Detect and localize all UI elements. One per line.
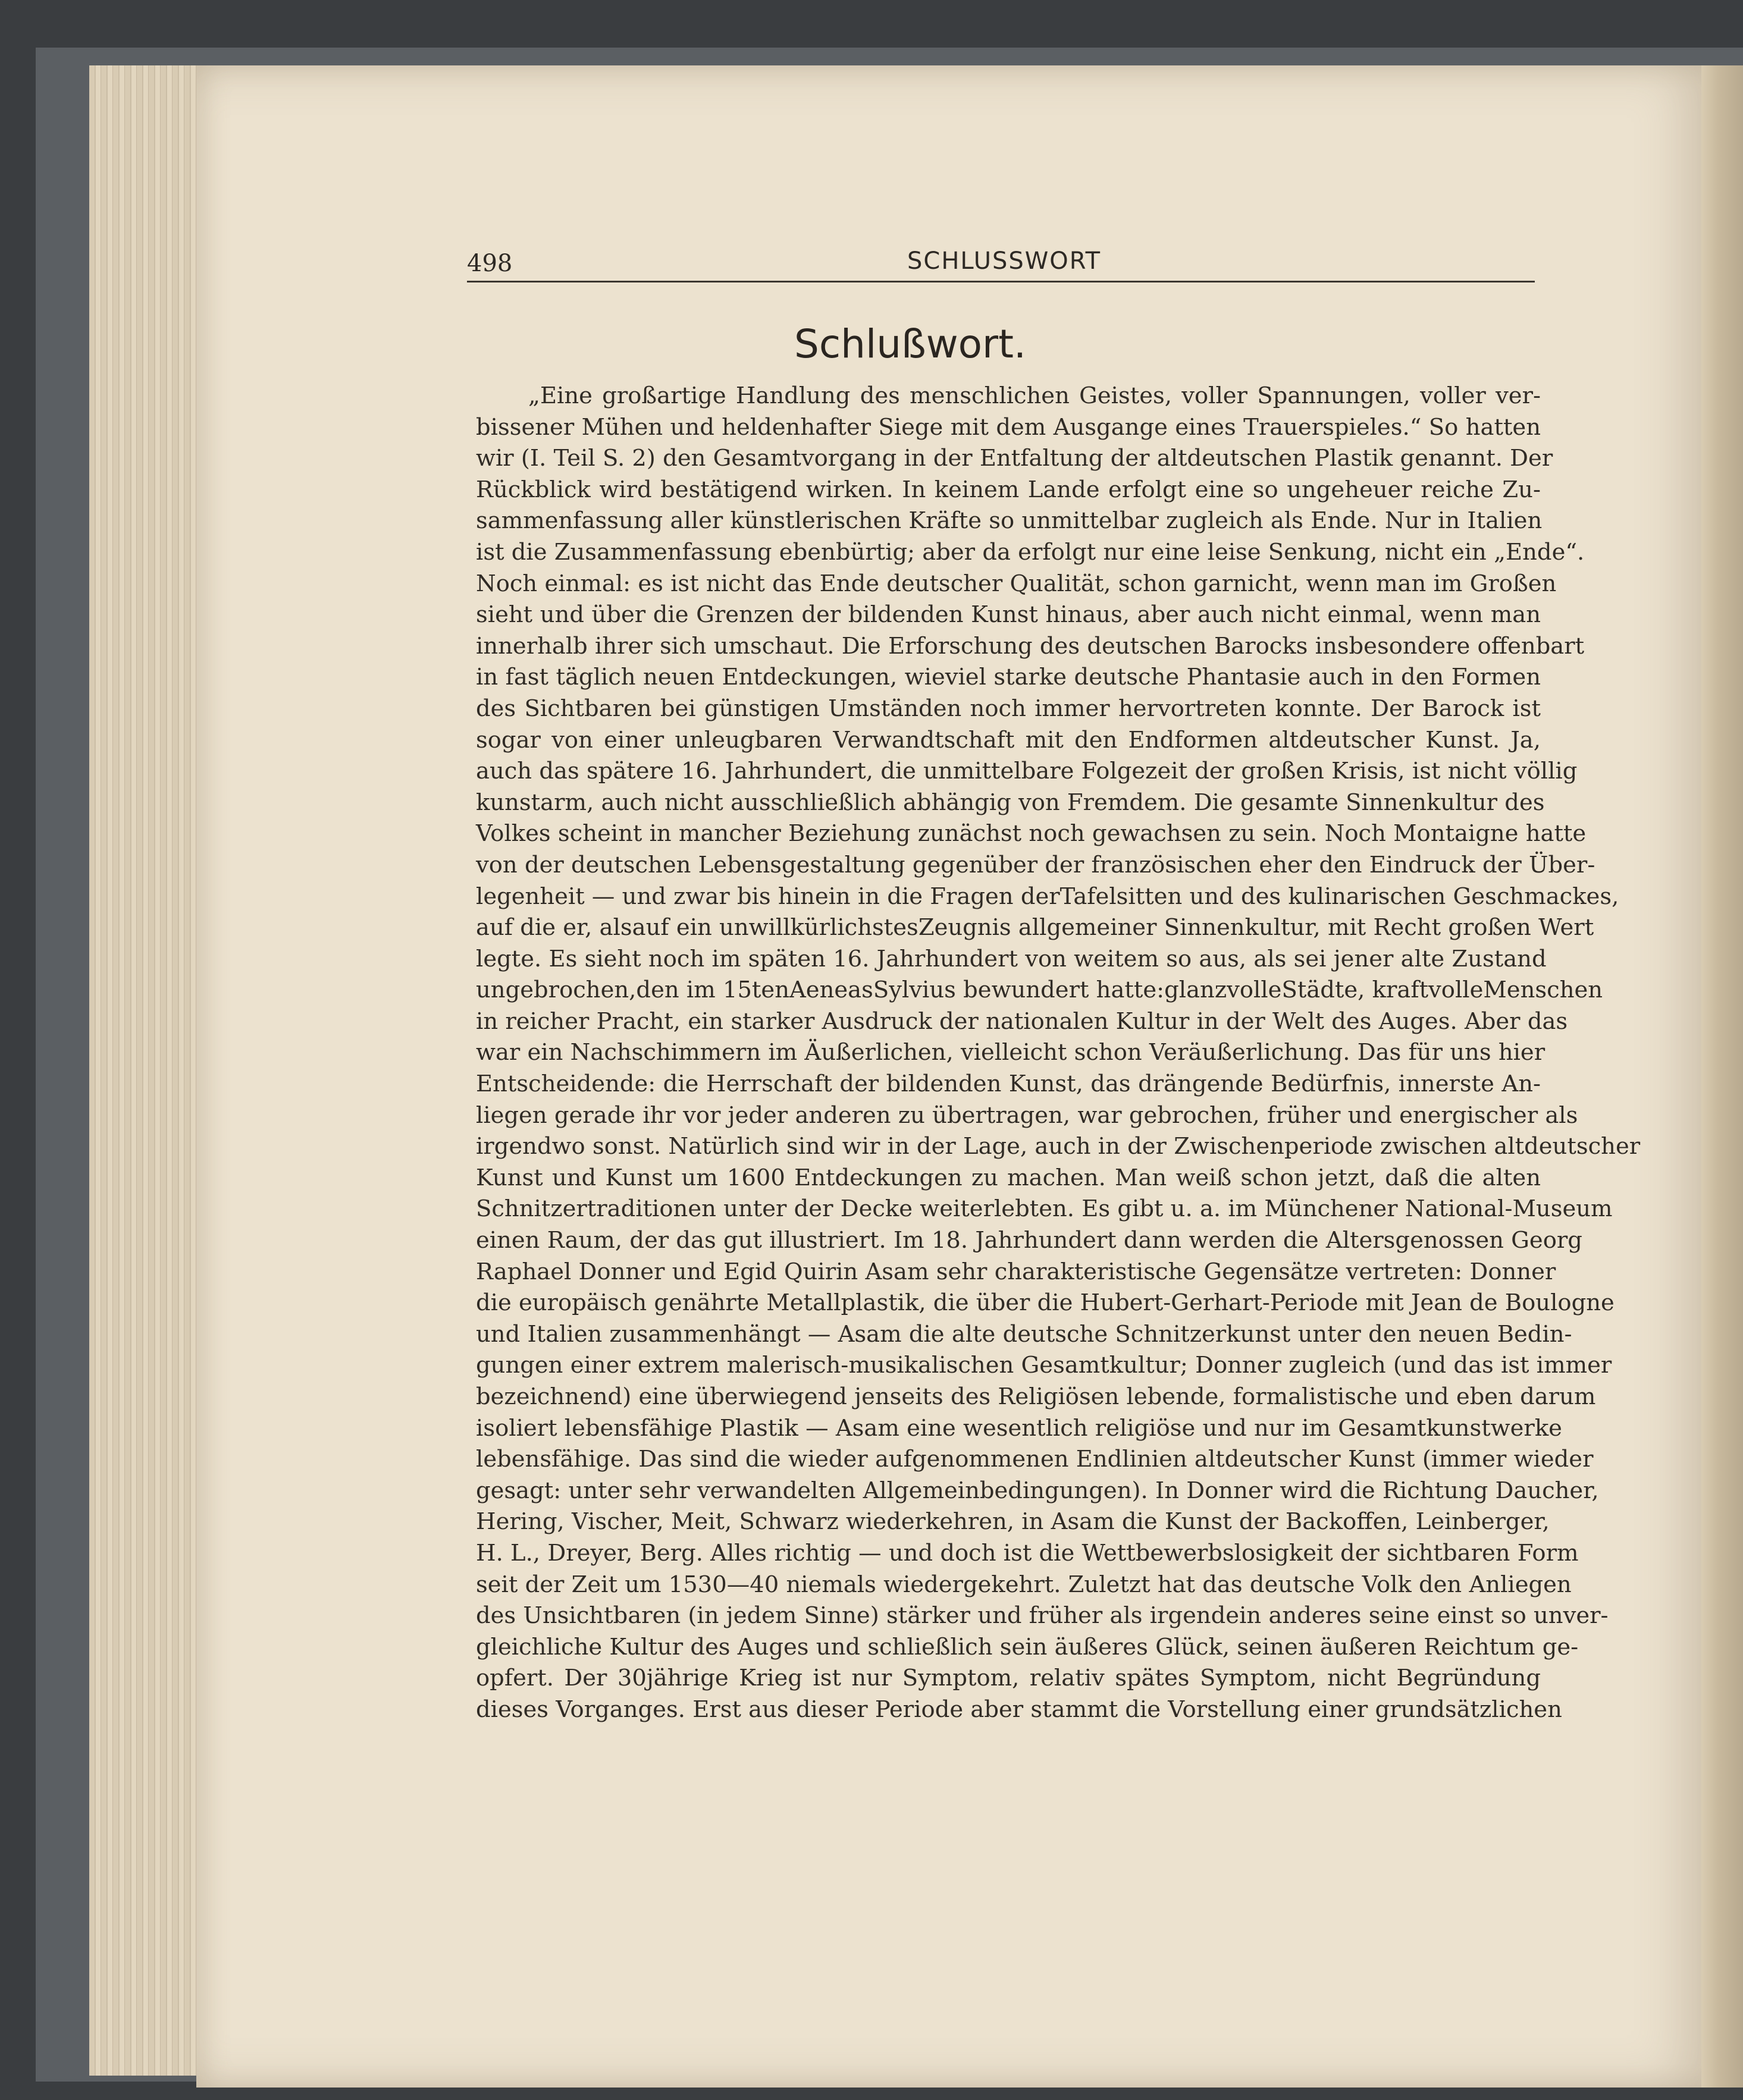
text-line: von der deutschen Lebensgestaltung gegenüber der französischen eher den Eindruck der Über- — [476, 851, 1595, 878]
text-line: sammenfassung aller künstlerischen Kräfte so unmittelbar zugleich als Ende. Nur in Italien — [476, 507, 1543, 535]
text-line: die europäisch genährte Metallplastik, die über die Hubert-Gerhart-Periode mit Jean de Boulogne — [476, 1289, 1615, 1317]
text-line: liegen gerade ihr vor jeder anderen zu übertragen, war gebrochen, früher und energischer als — [476, 1101, 1578, 1129]
text-line: auf die er, alsauf ein unwillkürlichstesZeugnis allgemeiner Sinnenkultur, mit Recht großen Wert — [476, 914, 1594, 941]
text-line: des Sichtbaren bei günstigen Umständen noch immer hervortreten konnte. Der Barock ist — [476, 695, 1541, 722]
text-line: innerhalb ihrer sich umschaut. Die Erforschung des deutschen Barocks insbesondere offenbart — [476, 632, 1585, 660]
text-line: bezeichnend) eine überwiegend jenseits des Religiösen lebende, formalistische und eben darum — [476, 1383, 1596, 1410]
text-line: Entscheidende: die Herrschaft der bildenden Kunst, das drängende Bedürfnis, innerste An- — [476, 1071, 1541, 1098]
page-number: 498 — [467, 250, 513, 277]
text-line: lebensfähige. Das sind die wieder aufgenommenen Endlinien altdeutscher Kunst (immer wieder — [476, 1446, 1594, 1473]
text-line: legte. Es sieht noch im späten 16. Jahrhundert von weitem so aus, als sei jener alte Zustand — [476, 945, 1547, 972]
text-line: gesagt: unter sehr verwandelten Allgemeinbedingungen). In Donner wird die Richtung Daucher, — [476, 1477, 1599, 1504]
text-line: in fast täglich neuen Entdeckungen, wieviel starke deutsche Phantasie auch in den Formen — [476, 664, 1541, 691]
text-line: seit der Zeit um 1530—40 niemals wiedergekehrt. Zuletzt hat das deutsche Volk den Anliegen — [476, 1571, 1572, 1598]
text-line: war ein Nachschimmern im Äußerlichen, vielleicht schon Veräußerlichung. Das für uns hier — [476, 1039, 1545, 1066]
text-line: kunstarm, auch nicht ausschließlich abhängig von Fremdem. Die gesamte Sinnenkultur des — [476, 789, 1545, 816]
text-line: auch das spätere 16. Jahrhundert, die unmittelbare Folgezeit der großen Krisis, ist nicht völlig — [476, 758, 1578, 785]
body-text — [476, 381, 1641, 1726]
text-line: dieses Vorganges. Erst aus dieser Periode aber stammt die Vorstellung einer grundsätzlichen — [476, 1696, 1562, 1723]
text-line: opfert. Der 30jährige Krieg ist nur Symptom, relativ spätes Symptom, nicht Begründung — [476, 1665, 1541, 1692]
text-line: Schnitzertraditionen unter der Decke weiterlebten. Es gibt u. a. im Münchener National-Museum — [476, 1195, 1613, 1223]
book-gutter — [1701, 65, 1743, 2088]
text-line: Noch einmal: es ist nicht das Ende deutscher Qualität, schon garnicht, wenn man im Großen — [476, 570, 1557, 597]
text-line: Kunst und Kunst um 1600 Entdeckungen zu machen. Man weiß schon jetzt, daß die alten — [476, 1164, 1541, 1191]
text-line: sieht und über die Grenzen der bildenden Kunst hinaus, aber auch nicht einmal, wenn man — [476, 601, 1541, 629]
text-line: in reicher Pracht, ein starker Ausdruck der nationalen Kultur in der Welt des Auges. Aber das — [476, 1007, 1568, 1035]
text-line: sogar von einer unleugbaren Verwandtschaft mit den Endformen altdeutscher Kunst. Ja, — [476, 726, 1541, 754]
text-line: und Italien zusammenhängt — Asam die alte deutsche Schnitzerkunst unter den neuen Bedin- — [476, 1320, 1572, 1348]
text-line: Raphael Donner und Egid Quirin Asam sehr charakteristische Gegensätze vertreten: Donner — [476, 1258, 1556, 1285]
text-line: gleichliche Kultur des Auges und schließlich sein äußeres Glück, seinen äußeren Reichtum ge- — [476, 1633, 1579, 1660]
text-line: irgendwo sonst. Natürlich sind wir in der Lage, auch in der Zwischenperiode zwischen altdeutscher — [476, 1133, 1641, 1160]
text-line: Hering, Vischer, Meit, Schwarz wiederkehren, in Asam die Kunst der Backoffen, Leinberger, — [476, 1508, 1550, 1536]
text-line: Volkes scheint in mancher Beziehung zunächst noch gewachsen zu sein. Noch Montaigne hatte — [476, 820, 1587, 847]
text-line: gungen einer extrem malerisch-musikalischen Gesamtkultur; Donner zugleich (und das ist immer — [476, 1352, 1612, 1379]
text-line: Rückblick wird bestätigend wirken. In keinem Lande erfolgt eine so ungeheuer reiche Zu- — [476, 476, 1541, 503]
text-line: isoliert lebensfähige Plastik — Asam eine wesentlich religiöse und nur im Gesamtkunstwerke — [476, 1414, 1562, 1442]
text-line: H. L., Dreyer, Berg. Alles richtig — und doch ist die Wettbewerbslosigkeit der sichtbaren Form — [476, 1539, 1579, 1567]
text-line: legenheit — und zwar bis hinein in die Fragen derTafelsitten und des kulinarischen Geschmackes, — [476, 883, 1619, 910]
text-line: ist die Zusammenfassung ebenbürtig; aber da erfolgt nur eine leise Senkung, nicht ein „Ende“. — [476, 538, 1585, 566]
page-header — [467, 245, 1535, 282]
text-line: bissener Mühen und heldenhafter Siege mit dem Ausgange eines Trauerspieles.“ So hatten — [476, 413, 1541, 441]
text-line: ungebrochen,den im 15tenAeneasSylvius bewundert hatte:glanzvolleStädte, kraftvolleMenschen — [476, 977, 1603, 1004]
text-line: des Unsichtbaren (in jedem Sinne) stärker und früher als irgendein anderes seine einst so unver- — [476, 1602, 1609, 1630]
chapter-title: Schlußwort. — [794, 321, 1027, 367]
running-title: SCHLUSSWORT — [907, 247, 1102, 275]
text-line: einen Raum, der das gut illustriert. Im 18. Jahrhundert dann werden die Altersgenossen Georg — [476, 1227, 1582, 1254]
text-line: „Eine großartige Handlung des menschlichen Geistes, voller Spannungen, voller ver- — [528, 382, 1541, 409]
text-line: wir (I. Teil S. 2) den Gesamtvorgang in der Entfaltung der altdeutschen Plastik genannt. Der — [476, 445, 1553, 472]
